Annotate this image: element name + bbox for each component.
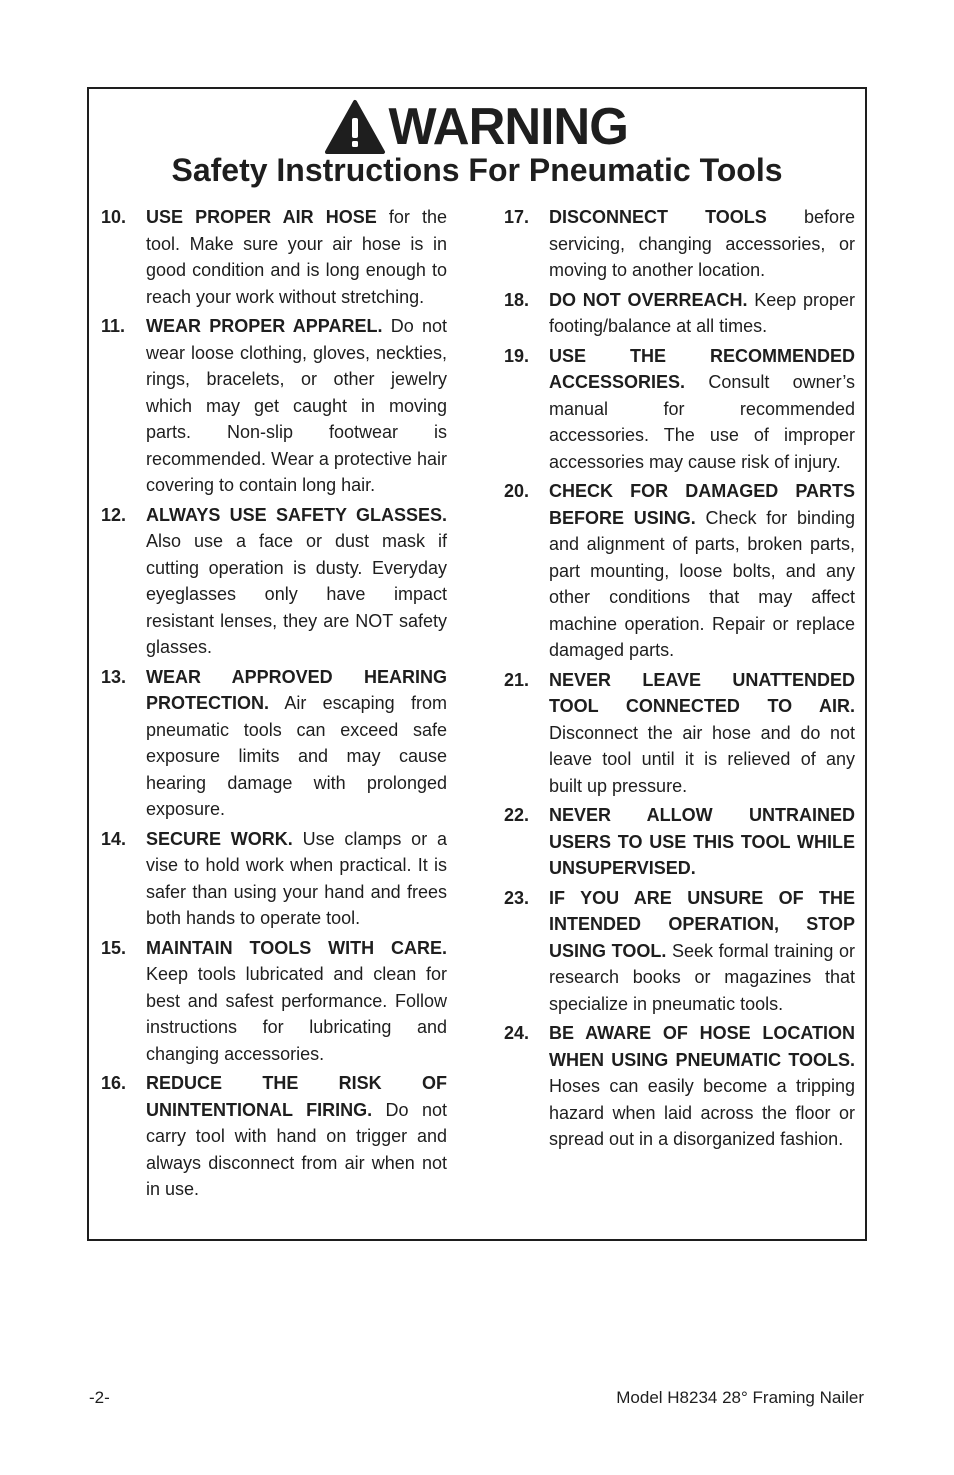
item-heading: SECURE WORK. xyxy=(146,828,293,849)
item-text: Seek formal training or research books or magazines that specialize in pneumatic tools. xyxy=(549,940,855,1014)
warning-triangle-icon xyxy=(324,99,386,155)
instruction-item xyxy=(101,1070,447,1203)
instruction-item xyxy=(101,313,447,499)
instruction-item xyxy=(101,935,447,1068)
right-column xyxy=(504,204,855,1156)
instruction-item xyxy=(504,478,855,664)
item-number: 14. xyxy=(101,828,127,849)
instruction-item xyxy=(504,885,855,1018)
item-heading: REDUCE THE RISK OF UNINTENTIONAL FIRING. xyxy=(146,1073,447,1120)
item-number: 19. xyxy=(504,345,530,366)
warning-box xyxy=(87,87,867,1241)
item-number: 17. xyxy=(504,207,530,227)
instruction-item xyxy=(504,287,855,340)
item-text: Check for binding and alignment of parts, broken parts, part mounting, loose bolts, and any other conditions that may affect machine operation. Repair or replace damaged parts. xyxy=(549,507,855,660)
item-heading: CHECK FOR DAMAGED PARTS BEFORE USING. xyxy=(549,481,855,528)
item-heading: USE PROPER AIR HOSE xyxy=(146,207,377,227)
item-heading: DO NOT OVERREACH. xyxy=(549,289,748,310)
item-text: Hoses can easily become a tripping hazard when laid across the floor or spread out in a disorganized fashion. xyxy=(549,1076,855,1149)
item-number: 11. xyxy=(101,316,126,336)
instruction-item xyxy=(504,667,855,800)
item-number: 22. xyxy=(504,805,530,825)
item-heading: DISCONNECT TOOLS xyxy=(549,207,767,227)
instruction-item xyxy=(504,1020,855,1153)
left-column xyxy=(101,204,447,1206)
item-number: 24. xyxy=(504,1023,530,1043)
item-number: 12. xyxy=(101,504,127,525)
item-text: Also use a face or dust mask if cutting operation is dusty. Everyday eyeglasses only have impact resistant lenses, they are NOT safety glasses. xyxy=(146,531,447,657)
item-heading: ALWAYS USE SAFETY GLASSES. xyxy=(146,504,447,525)
instruction-item xyxy=(504,204,855,284)
warning-title: WARNING xyxy=(388,98,628,156)
item-text: before servicing, changing accessories, or moving to another location. xyxy=(549,207,855,280)
item-text: Keep proper footing/balance at all times. xyxy=(549,289,855,336)
item-text: Disconnect the air hose and do not leave tool until it is relieved of any built up pressure. xyxy=(549,722,855,796)
item-heading: BE AWARE OF HOSE LOCATION WHEN USING PNEUMATIC TOOLS. xyxy=(549,1023,855,1070)
item-number: 16. xyxy=(101,1073,127,1093)
item-number: 15. xyxy=(101,937,127,958)
item-text: for the tool. Make sure your air hose is in good condition and is long enough to reach your work without stretching. xyxy=(146,207,448,307)
warning-header xyxy=(89,97,865,157)
item-number: 13. xyxy=(101,666,127,687)
instruction-item xyxy=(101,204,447,310)
item-heading: NEVER LEAVE UNATTENDED TOOL CONNECTED TO AIR. xyxy=(549,669,855,716)
page-subtitle: Safety Instructions For Pneumatic Tools xyxy=(171,152,783,188)
item-number: 10. xyxy=(101,207,127,227)
item-heading: WEAR APPROVED HEARING PROTECTION. xyxy=(146,666,447,713)
item-text: Use clamps or a vise to hold work when practical. It is safer than using your hand and frees both hands to operate tool. xyxy=(146,828,447,928)
instruction-item xyxy=(101,664,447,823)
item-number: 18. xyxy=(504,289,530,310)
item-heading: MAINTAIN TOOLS WITH CARE. xyxy=(146,937,447,958)
item-heading: NEVER ALLOW UNTRAINED USERS TO USE THIS TOOL WHILE UNSUPERVISED. xyxy=(549,805,855,878)
item-heading: IF YOU ARE UNSURE OF THE INTENDED OPERATION, STOP USING TOOL. xyxy=(549,887,855,961)
model-footer: Model H8234 28° Framing Nailer xyxy=(616,1388,864,1407)
item-number: 20. xyxy=(504,481,530,501)
item-text: Consult owner’s manual for recommended accessories. The use of improper accessories may cause risk of injury. xyxy=(549,372,855,472)
item-text: Keep tools lubricated and clean for best and safest performance. Follow instructions for lubricating and changing accessories. xyxy=(146,964,447,1064)
item-number: 23. xyxy=(504,887,530,908)
page-number: -2- xyxy=(89,1388,110,1407)
item-text: Do not wear loose clothing, gloves, neckties, rings, bracelets, or other jewelry which may get caught in moving parts. Non-slip footwear is recommended. Wear a protective hair covering to contain long hair. xyxy=(146,316,447,495)
instruction-item xyxy=(101,502,447,661)
item-text: Air escaping from pneumatic tools can exceed safe exposure limits and may cause hearing damage with prolonged exposure. xyxy=(146,693,447,819)
item-number: 21. xyxy=(504,669,530,690)
item-heading: USE THE RECOMMENDED ACCESSORIES. xyxy=(549,345,855,392)
instruction-item xyxy=(504,802,855,882)
item-heading: WEAR PROPER APPAREL. xyxy=(146,316,383,336)
instruction-item xyxy=(504,343,855,476)
instruction-item xyxy=(101,826,447,932)
item-text: Do not carry tool with hand on trigger and always disconnect from air when not in use. xyxy=(146,1099,447,1199)
